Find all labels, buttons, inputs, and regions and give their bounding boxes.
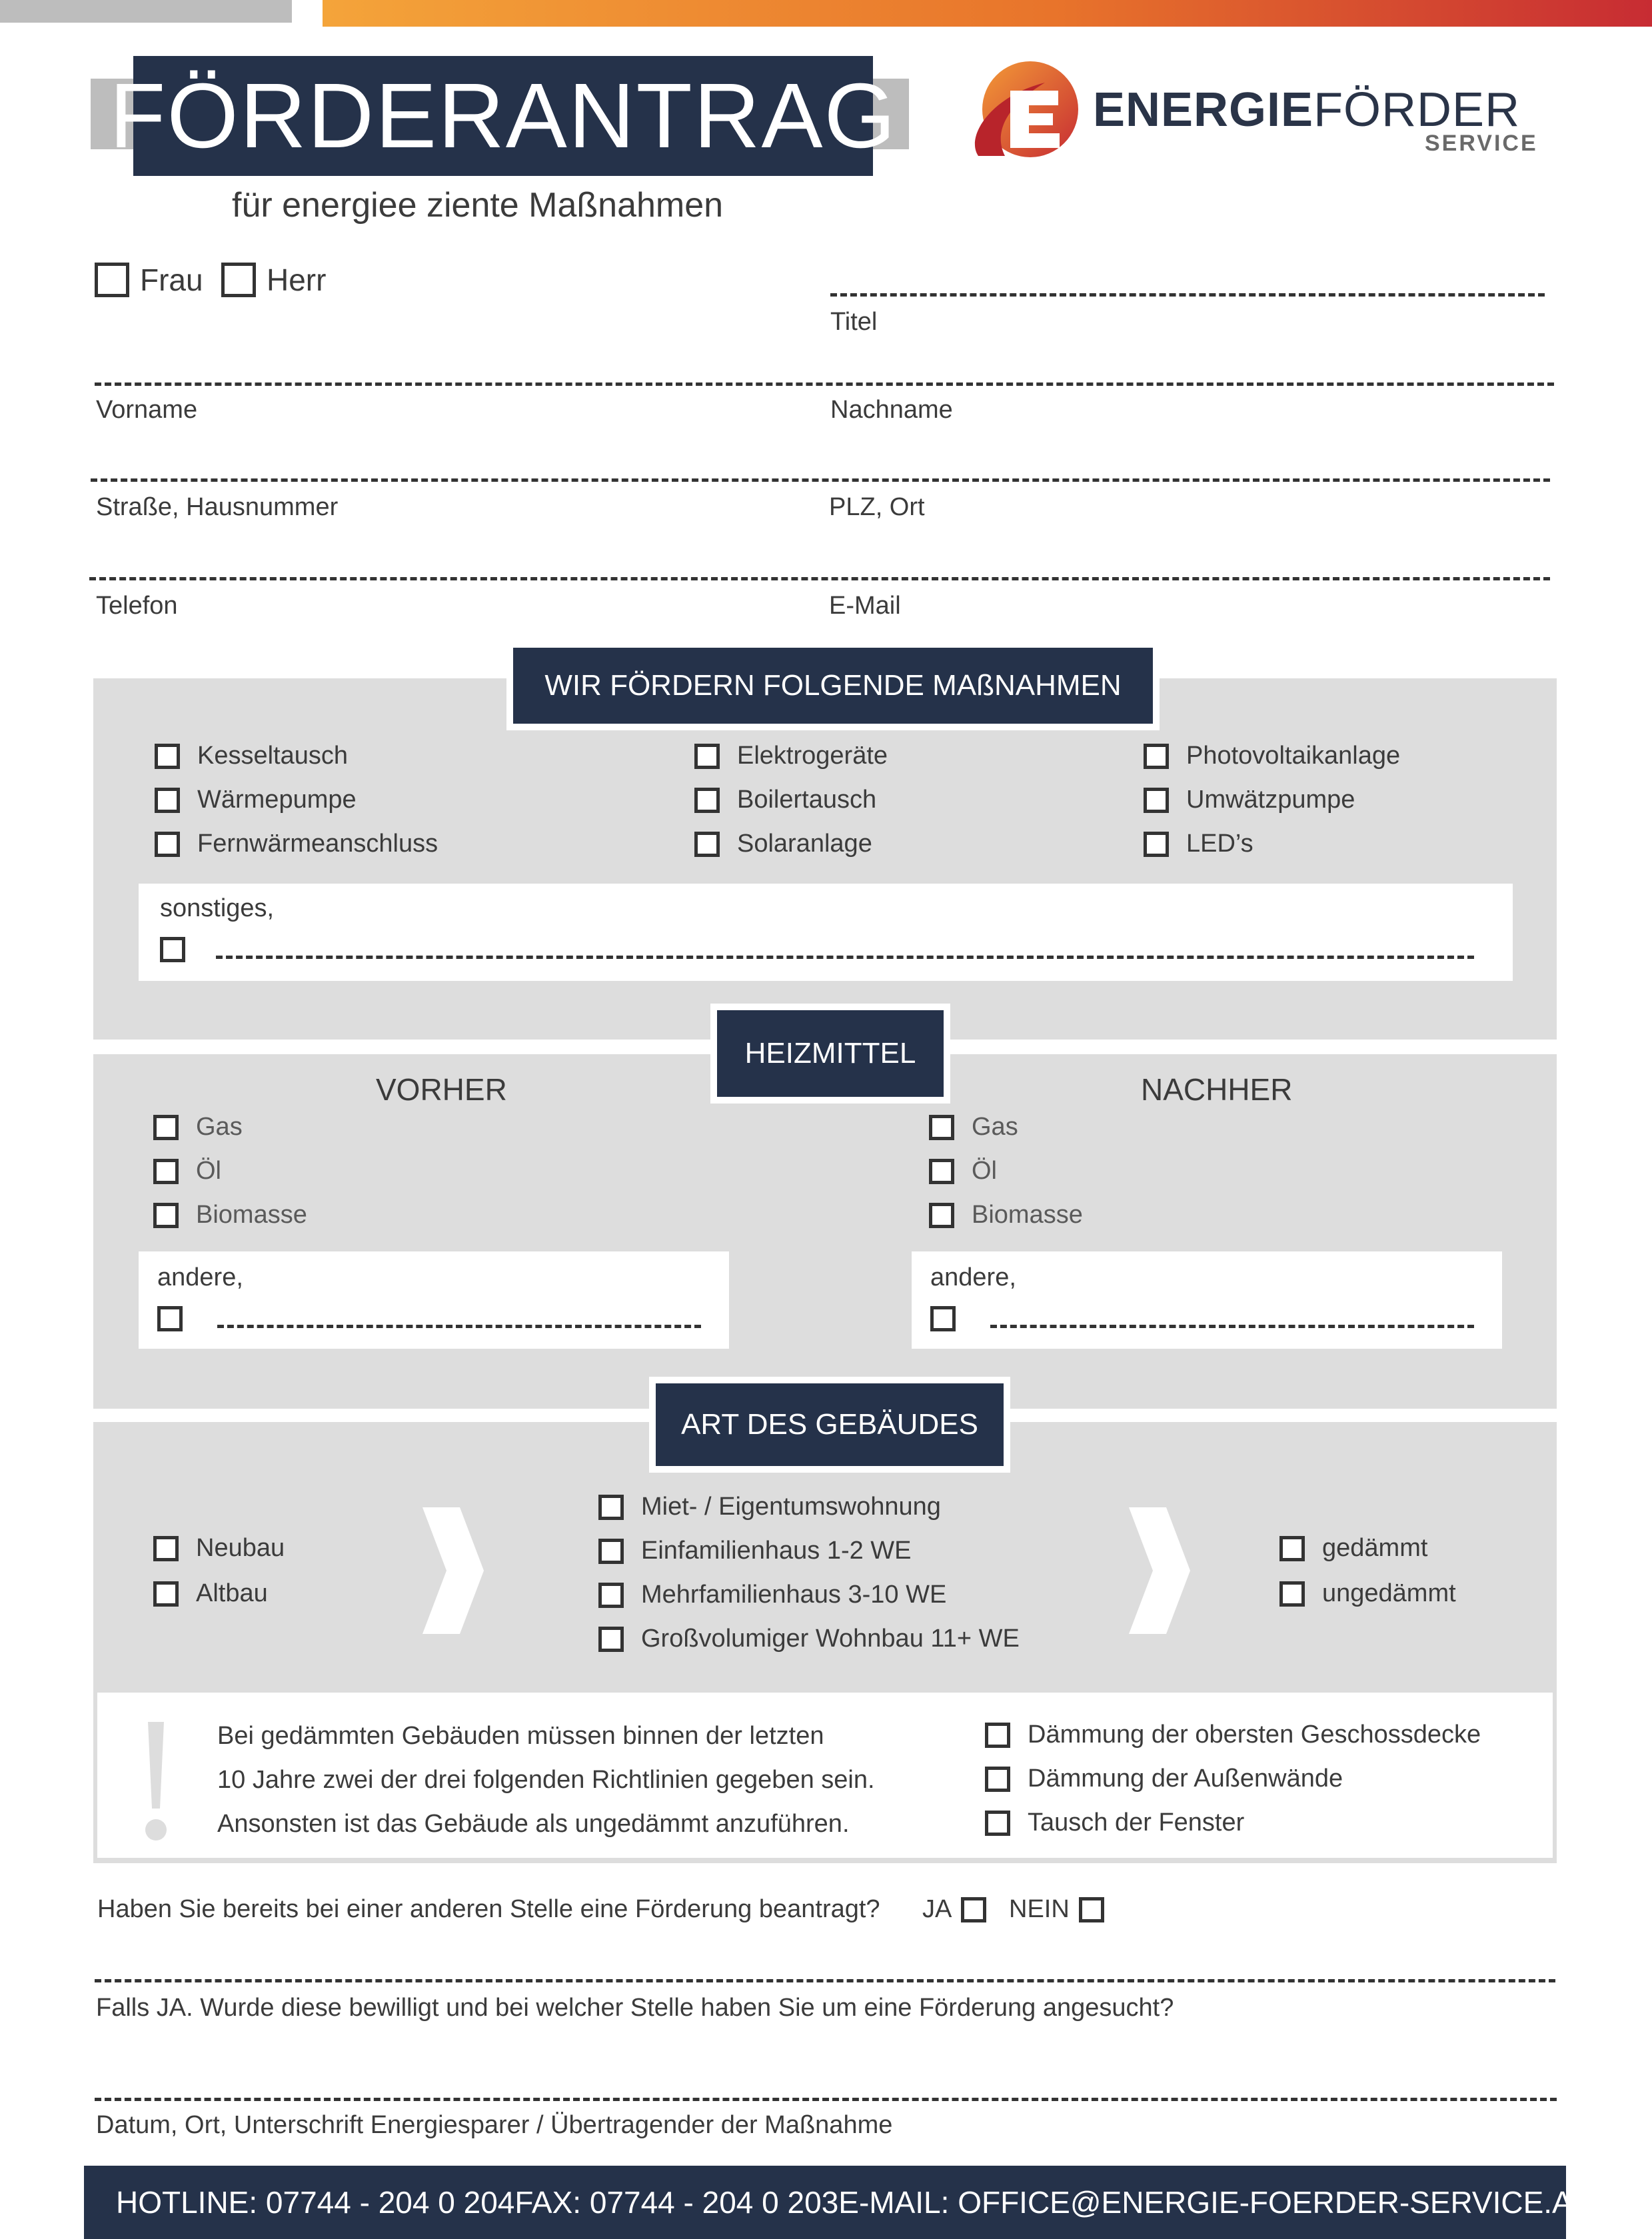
logo-text-light: FÖRDER [1313, 83, 1521, 137]
after-biomasse-label: Biomasse [972, 1201, 1083, 1229]
neubau-label: Neubau [196, 1534, 285, 1562]
address-line[interactable] [91, 478, 1550, 482]
leds-checkbox[interactable] [1144, 832, 1169, 857]
top-gradient-bar [323, 0, 1652, 27]
before-gas-label: Gas [196, 1113, 243, 1141]
heating-other-before-label: andere, [157, 1263, 243, 1291]
criteria-aussenwaende[interactable] [985, 1765, 1343, 1793]
measure-leds[interactable] [1144, 830, 1253, 858]
measures-other-checkbox[interactable] [160, 937, 185, 962]
logo-wordmark [1093, 83, 1520, 137]
telefon-label: Telefon [96, 592, 178, 620]
building-type-wohnung[interactable] [598, 1493, 941, 1521]
measure-boilertausch[interactable] [694, 786, 876, 814]
titel-label: Titel [830, 308, 878, 336]
insulation-gedaemmt[interactable] [1279, 1534, 1427, 1563]
umwaelzpumpe-checkbox[interactable] [1144, 788, 1169, 813]
gvw-label: Großvolumiger Wohnbau 11+ WE [641, 1625, 1020, 1653]
page-subtitle: für energiee ziente Maßnahmen [232, 186, 724, 225]
before-oel-checkbox[interactable] [153, 1159, 179, 1184]
measures-other-label: sonstiges, [160, 894, 275, 922]
building-neubau[interactable] [153, 1534, 285, 1563]
heating-other-before-checkbox[interactable] [157, 1306, 183, 1331]
logo-text-bold: ENERGIE [1093, 83, 1314, 137]
heating-other-before-line[interactable] [217, 1325, 701, 1328]
footer-fax: FAX: 07744 - 204 0 203 [514, 2185, 839, 2220]
notice-line-1: Bei gedämmten Gebäuden müssen binnen der letzten [217, 1722, 824, 1750]
after-gas[interactable] [929, 1113, 1018, 1141]
signature-label: Datum, Ort, Unterschrift Energiesparer / Übertragender der Maßnahme [96, 2111, 893, 2139]
measures-other-line[interactable] [216, 956, 1474, 959]
solaranlage-checkbox[interactable] [694, 832, 720, 857]
altbau-checkbox[interactable] [153, 1581, 179, 1607]
heating-after-label: NACHHER [1141, 1072, 1293, 1107]
criteria-fenster[interactable] [985, 1809, 1244, 1837]
page-title: FÖRDERANTRAG [133, 56, 873, 176]
measure-elektrogeraete[interactable] [694, 742, 888, 770]
before-gas[interactable] [153, 1113, 243, 1141]
measure-kesseltausch[interactable] [155, 742, 348, 770]
logo-sub: SERVICE [1425, 131, 1538, 156]
salutation-frau[interactable] [95, 262, 203, 298]
chevron-right-icon [422, 1507, 484, 1634]
contact-line[interactable] [89, 577, 1550, 580]
aussenwaende-checkbox[interactable] [985, 1767, 1010, 1792]
before-biomasse-label: Biomasse [196, 1201, 307, 1229]
after-biomasse[interactable] [929, 1201, 1083, 1229]
aussenwaende-label: Dämmung der Außenwände [1028, 1765, 1343, 1793]
geschossdecke-label: Dämmung der obersten Geschossdecke [1028, 1721, 1481, 1749]
notice-line-2: 10 Jahre zwei der drei folgenden Richtlinien gegeben sein. [217, 1766, 875, 1794]
gvw-checkbox[interactable] [598, 1627, 624, 1652]
insulation-ungedaemmt[interactable] [1279, 1579, 1456, 1608]
gedaemmt-label: gedämmt [1322, 1534, 1428, 1562]
funding-detail-line[interactable] [95, 1979, 1555, 1982]
efh-label: Einfamilienhaus 1-2 WE [641, 1537, 912, 1565]
ungedaemmt-checkbox[interactable] [1279, 1581, 1305, 1607]
criteria-geschossdecke[interactable] [985, 1721, 1481, 1749]
logo [965, 56, 1565, 169]
herr-checkbox[interactable] [221, 263, 256, 297]
before-gas-checkbox[interactable] [153, 1115, 179, 1140]
elektrogeraete-checkbox[interactable] [694, 744, 720, 769]
frau-checkbox[interactable] [95, 263, 129, 297]
vorname-label: Vorname [96, 396, 198, 424]
measure-umwaelzpumpe[interactable] [1144, 786, 1355, 814]
elektrogeraete-label: Elektrogeräte [737, 742, 888, 770]
after-oel-label: Öl [972, 1157, 997, 1185]
measure-fernwaerme[interactable] [155, 830, 438, 858]
building-type-gvw[interactable] [598, 1625, 1020, 1653]
building-type-mfh[interactable] [598, 1581, 946, 1609]
yes-label: JA [922, 1895, 952, 1923]
efh-checkbox[interactable] [598, 1539, 624, 1564]
email-label: E-Mail [829, 592, 901, 620]
after-biomasse-checkbox[interactable] [929, 1203, 954, 1228]
mfh-label: Mehrfamilienhaus 3-10 WE [641, 1581, 947, 1609]
strasse-label: Straße, Hausnummer [96, 493, 339, 521]
after-gas-label: Gas [972, 1113, 1018, 1141]
heating-other-after-label: andere, [930, 1263, 1016, 1291]
leds-label: LED’s [1186, 830, 1253, 858]
heating-heading: HEIZMITTEL [710, 1004, 950, 1104]
no-label: NEIN [1009, 1895, 1070, 1923]
geschossdecke-checkbox[interactable] [985, 1723, 1010, 1748]
mfh-checkbox[interactable] [598, 1583, 624, 1608]
wohnung-checkbox[interactable] [598, 1495, 624, 1520]
altbau-label: Altbau [196, 1579, 268, 1607]
no-checkbox[interactable] [1079, 1897, 1104, 1922]
fernwaerme-label: Fernwärmeanschluss [197, 830, 438, 858]
before-oel-label: Öl [196, 1157, 221, 1185]
nachname-label: Nachname [830, 396, 953, 424]
footer-email[interactable]: E-MAIL: OFFICE@ENERGIE-FOERDER-SERVICE.AT [838, 2185, 1589, 2220]
name-line[interactable] [95, 382, 1554, 386]
boilertausch-checkbox[interactable] [694, 788, 720, 813]
top-gray-bar [0, 0, 292, 23]
heating-other-after-line[interactable] [990, 1325, 1474, 1328]
if-yes-question: Falls JA. Wurde diese bewilligt und bei welcher Stelle haben Sie um eine Förderung angesucht? [96, 1994, 1174, 2022]
fenster-checkbox[interactable] [985, 1811, 1010, 1836]
funding-yes[interactable] [922, 1895, 986, 1924]
salutation-herr[interactable] [221, 262, 326, 298]
measures-other-box [139, 884, 1513, 981]
before-biomasse-checkbox[interactable] [153, 1203, 179, 1228]
fernwaerme-checkbox[interactable] [155, 832, 180, 857]
energy-logo-icon [965, 56, 1085, 169]
photovoltaik-checkbox[interactable] [1144, 744, 1169, 769]
building-altbau[interactable] [153, 1579, 268, 1608]
after-oel[interactable] [929, 1157, 997, 1185]
other-funding-question: Haben Sie bereits bei einer anderen Stelle eine Förderung beantragt? [97, 1895, 880, 1923]
footer-bar [84, 2166, 1589, 2239]
signature-line[interactable] [95, 2098, 1557, 2101]
frau-label: Frau [140, 263, 203, 297]
exclamation-icon [143, 1722, 169, 1842]
measure-photovoltaik[interactable] [1144, 742, 1400, 770]
building-type-efh[interactable] [598, 1537, 912, 1565]
fenster-label: Tausch der Fenster [1028, 1809, 1245, 1837]
building-heading: ART DES GEBÄUDES [649, 1377, 1010, 1473]
heating-panel [93, 1054, 1557, 1409]
measure-waermepumpe[interactable] [155, 786, 357, 814]
measures-heading: WIR FÖRDERN FOLGENDE MAßNAHMEN [506, 641, 1160, 730]
before-biomasse[interactable] [153, 1201, 307, 1229]
waermepumpe-label: Wärmepumpe [197, 786, 357, 814]
measures-panel [93, 678, 1557, 1040]
photovoltaik-label: Photovoltaikanlage [1186, 742, 1401, 770]
footer-hotline[interactable]: HOTLINE: 07744 - 204 0 204 [116, 2185, 515, 2220]
yes-checkbox[interactable] [961, 1897, 986, 1922]
plz-ort-label: PLZ, Ort [829, 493, 925, 521]
after-oel-checkbox[interactable] [929, 1159, 954, 1184]
wohnung-label: Miet- / Eigentumswohnung [641, 1493, 941, 1521]
heating-other-after-checkbox[interactable] [930, 1306, 956, 1331]
umwaelzpumpe-label: Umwätzpumpe [1186, 786, 1355, 814]
herr-label: Herr [267, 263, 327, 297]
ungedaemmt-label: ungedämmt [1322, 1579, 1456, 1607]
neubau-checkbox[interactable] [153, 1536, 179, 1561]
kesseltausch-checkbox[interactable] [155, 744, 180, 769]
after-gas-checkbox[interactable] [929, 1115, 954, 1140]
solaranlage-label: Solaranlage [737, 830, 872, 858]
heating-before-label: VORHER [376, 1072, 507, 1107]
funding-no[interactable] [1009, 1895, 1104, 1924]
waermepumpe-checkbox[interactable] [155, 788, 180, 813]
titel-line[interactable] [830, 293, 1545, 297]
before-oel[interactable] [153, 1157, 221, 1185]
measure-solaranlage[interactable] [694, 830, 872, 858]
notice-line-3: Ansonsten ist das Gebäude als ungedämmt anzuführen. [217, 1810, 850, 1838]
kesseltausch-label: Kesseltausch [197, 742, 349, 770]
chevron-right-icon [1129, 1507, 1190, 1634]
boilertausch-label: Boilertausch [737, 786, 877, 814]
gedaemmt-checkbox[interactable] [1279, 1536, 1305, 1561]
